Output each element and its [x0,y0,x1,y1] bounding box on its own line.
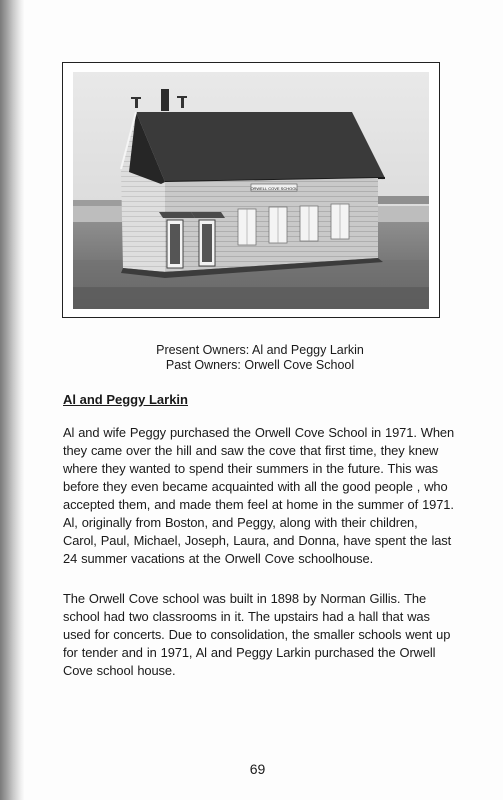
book-binding-edge [0,0,24,800]
photo-frame [62,62,440,318]
section-heading: Al and Peggy Larkin [63,392,188,407]
present-owners: Present Owners: Al and Peggy Larkin [156,343,364,357]
past-owners: Past Owners: Orwell Cove School [165,358,355,372]
school-sign: ORWELL COVE SCHOOL [250,186,298,191]
body-paragraph: Al and wife Peggy purchased the Orwell Cove School in 1971. When they came over the hill and saw the cove that first time, they knew where they wanted to spend their summers in the future. This was before they even became acquainted with all the good people , who accepted them, and made them feel at home in the summer of 1971. Al, originally from Boston, and Peggy, along with their children, Carol, Paul, Michael, Joseph, Laura, and Donna, have spent the last 24 summer vacations at the Orwell Cove schoolhouse. [63,425,455,566]
body-paragraph: The Orwell Cove school was built in 1898 by Norman Gillis. The school had two classrooms in it. The upstairs had a hall that was used for concerts. Due to consolidation, the smaller schools went up for tender and in 1971, Al and Peggy Larkin purchased the Orwell Cove school house. [63,591,451,678]
schoolhouse-photo [73,72,429,309]
page-number: 69 [249,761,266,777]
